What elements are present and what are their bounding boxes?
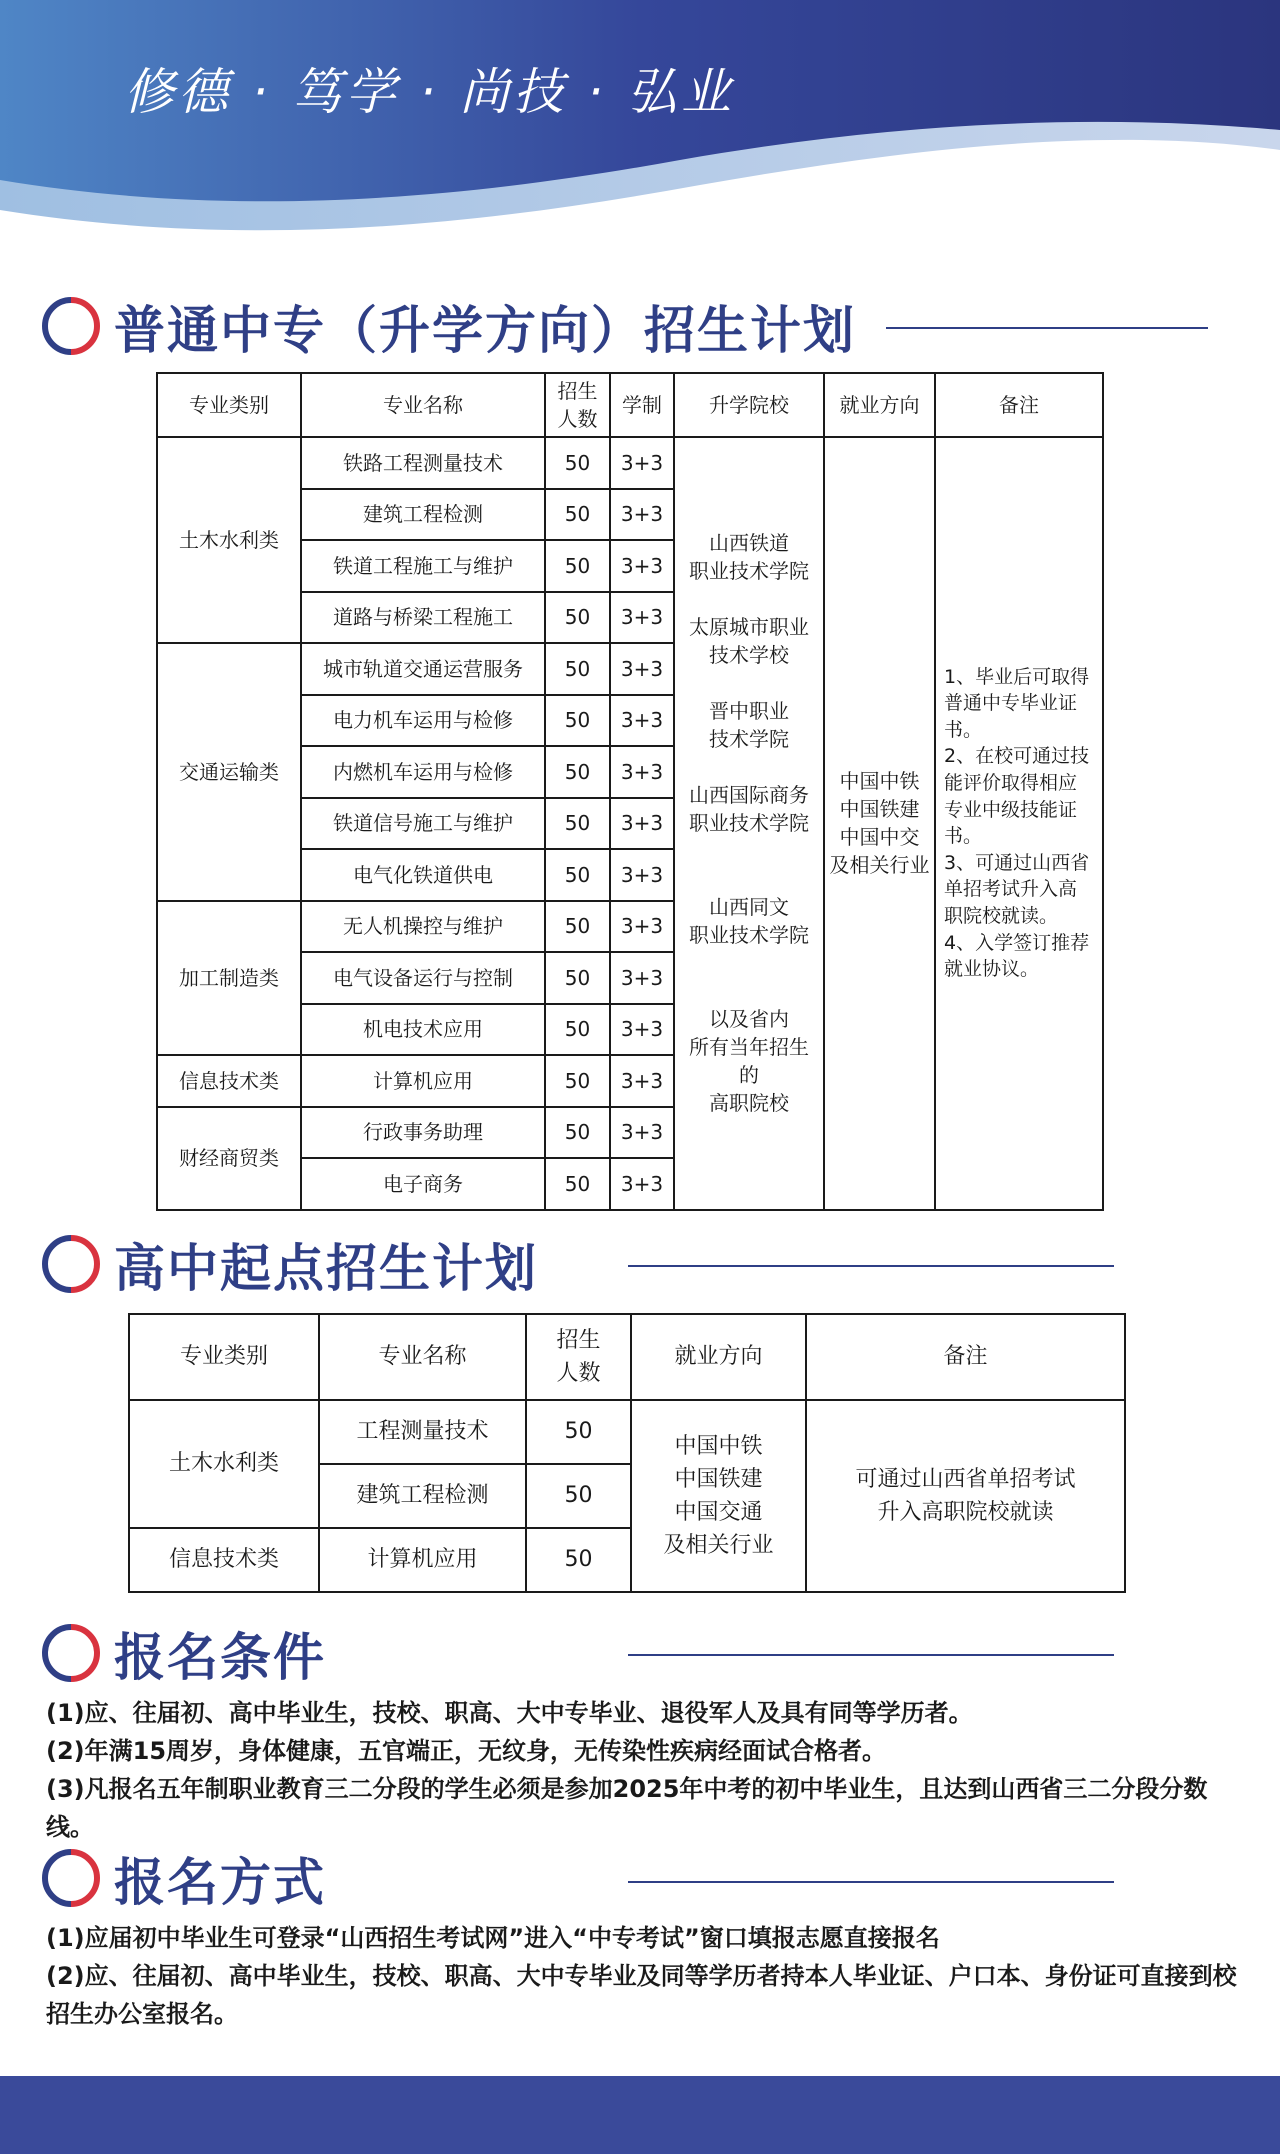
count-cell: 50	[545, 592, 610, 644]
count-cell: 50	[545, 1055, 610, 1107]
school-motto: 修德 · 笃学 · 尚技 · 弘业	[124, 63, 736, 121]
count-cell: 50	[545, 1004, 610, 1056]
category-cell: 土木水利类	[129, 1400, 319, 1528]
method-item: (2)应、往届初、高中毕业生，技校、职高、大中专毕业及同等学历者持本人毕业证、户口本、身份证可直接到校招生办公室报名。	[46, 1962, 1237, 2028]
years-cell: 3+3	[610, 489, 674, 541]
years-cell: 3+3	[610, 1004, 674, 1056]
major-cell: 无人机操控与维护	[301, 901, 545, 953]
major-cell: 机电技术应用	[301, 1004, 545, 1056]
count-cell: 50	[545, 798, 610, 850]
major-cell: 内燃机车运用与检修	[301, 746, 545, 798]
years-cell: 3+3	[610, 592, 674, 644]
count-cell: 50	[545, 643, 610, 695]
years-cell: 3+3	[610, 746, 674, 798]
method-title: 报名方式	[114, 1854, 327, 1913]
employment-cell: 中国中铁 中国铁建 中国交通 及相关行业	[631, 1400, 806, 1592]
category-cell: 交通运输类	[157, 643, 301, 901]
major-cell: 计算机应用	[319, 1528, 526, 1592]
table-row	[129, 1400, 1125, 1464]
count-cell: 50	[545, 746, 610, 798]
major-cell: 电子商务	[301, 1158, 545, 1210]
title-rule	[886, 327, 1208, 329]
major-cell: 道路与桥梁工程施工	[301, 592, 545, 644]
header-category: 专业类别	[129, 1314, 319, 1400]
notes-cell: 可通过山西省单招考试 升入高职院校就读	[806, 1400, 1125, 1592]
category-cell: 土木水利类	[157, 437, 301, 643]
years-cell: 3+3	[610, 901, 674, 953]
years-cell: 3+3	[610, 540, 674, 592]
years-cell: 3+3	[610, 1107, 674, 1159]
count-cell: 50	[545, 849, 610, 901]
major-cell: 建筑工程检测	[319, 1464, 526, 1528]
condition-item: (3)凡报名五年制职业教育三二分段的学生必须是参加2025年中考的初中毕业生，且达到山西省三二分段分数线。	[46, 1775, 1208, 1841]
category-cell: 财经商贸类	[157, 1107, 301, 1210]
table-row	[157, 437, 1103, 489]
major-cell: 铁道工程施工与维护	[301, 540, 545, 592]
header-notes: 备注	[935, 373, 1103, 437]
major-cell: 行政事务助理	[301, 1107, 545, 1159]
count-cell: 50	[545, 901, 610, 953]
section-title-conditions	[40, 1618, 326, 1688]
condition-item: (1)应、往届初、高中毕业生，技校、职高、大中专毕业、退役军人及具有同等学历者。	[46, 1699, 973, 1727]
header-major: 专业名称	[319, 1314, 526, 1400]
condition-item: (2)年满15周岁，身体健康，五官端正，无纹身，无传染性疾病经面试合格者。	[46, 1737, 887, 1765]
header-notes: 备注	[806, 1314, 1125, 1400]
years-cell: 3+3	[610, 952, 674, 1004]
major-cell: 工程测量技术	[319, 1400, 526, 1464]
footer-bar	[0, 2076, 1280, 2154]
count-cell: 50	[545, 489, 610, 541]
count-cell: 50	[545, 437, 610, 489]
employment-cell: 中国中铁 中国铁建 中国中交 及相关行业	[824, 437, 935, 1210]
method-item: (1)应届初中毕业生可登录“山西招生考试网”进入“中专考试”窗口填报志愿直接报名	[46, 1924, 940, 1952]
years-cell: 3+3	[610, 849, 674, 901]
years-cell: 3+3	[610, 1158, 674, 1210]
method-list	[46, 1919, 1246, 2033]
major-cell: 电力机车运用与检修	[301, 695, 545, 747]
header-count: 招生 人数	[526, 1314, 631, 1400]
title-rule	[628, 1265, 1114, 1267]
years-cell: 3+3	[610, 798, 674, 850]
header-banner	[0, 0, 1280, 300]
header-employment: 就业方向	[631, 1314, 806, 1400]
major-cell: 电气设备运行与控制	[301, 952, 545, 1004]
count-cell: 50	[526, 1400, 631, 1464]
section-ring-icon	[40, 295, 102, 357]
count-cell: 50	[526, 1528, 631, 1592]
count-cell: 50	[545, 952, 610, 1004]
category-cell: 加工制造类	[157, 901, 301, 1056]
schools-cell: 山西铁道 职业技术学院 太原城市职业 技术学校 晋中职业 技术学院 山西国际商务 职业技术学院 山西同文 职业技术学院 以及省内 所有当年招生 的 高职院校	[674, 437, 824, 1210]
high-school-plan-table	[128, 1313, 1126, 1593]
major-cell: 城市轨道交通运营服务	[301, 643, 545, 695]
years-cell: 3+3	[610, 643, 674, 695]
count-cell: 50	[526, 1464, 631, 1528]
major-cell: 铁路工程测量技术	[301, 437, 545, 489]
notes-cell: 1、毕业后可取得普通中专毕业证书。 2、在校可通过技能评价取得相应专业中级技能证书。 3、可通过山西省单招考试升入高职院校就读。 4、入学签订推荐就业协议。	[935, 437, 1103, 1210]
category-cell: 信息技术类	[129, 1528, 319, 1592]
category-cell: 信息技术类	[157, 1055, 301, 1107]
major-cell: 电气化铁道供电	[301, 849, 545, 901]
section-ring-icon	[40, 1233, 102, 1295]
header-count: 招生 人数	[545, 373, 610, 437]
section-ring-icon	[40, 1847, 102, 1909]
title-rule	[628, 1654, 1114, 1656]
header-years: 学制	[610, 373, 674, 437]
years-cell: 3+3	[610, 437, 674, 489]
section-title-plan2	[40, 1229, 538, 1299]
header-employment: 就业方向	[824, 373, 935, 437]
count-cell: 50	[545, 540, 610, 592]
section-ring-icon	[40, 1622, 102, 1684]
years-cell: 3+3	[610, 695, 674, 747]
conditions-title: 报名条件	[114, 1629, 327, 1688]
years-cell: 3+3	[610, 1055, 674, 1107]
header-major: 专业名称	[301, 373, 545, 437]
section-title-plan1	[40, 291, 856, 361]
major-cell: 建筑工程检测	[301, 489, 545, 541]
conditions-list	[46, 1694, 1246, 1846]
count-cell: 50	[545, 1158, 610, 1210]
major-cell: 计算机应用	[301, 1055, 545, 1107]
enrollment-plan-table	[156, 372, 1104, 1211]
section-title-method	[40, 1843, 326, 1913]
count-cell: 50	[545, 695, 610, 747]
plan1-title: 普通中专（升学方向）招生计划	[114, 302, 857, 361]
count-cell: 50	[545, 1107, 610, 1159]
major-cell: 铁道信号施工与维护	[301, 798, 545, 850]
title-rule	[628, 1881, 1114, 1883]
header-schools: 升学院校	[674, 373, 824, 437]
header-category: 专业类别	[157, 373, 301, 437]
plan2-title: 高中起点招生计划	[114, 1240, 539, 1299]
